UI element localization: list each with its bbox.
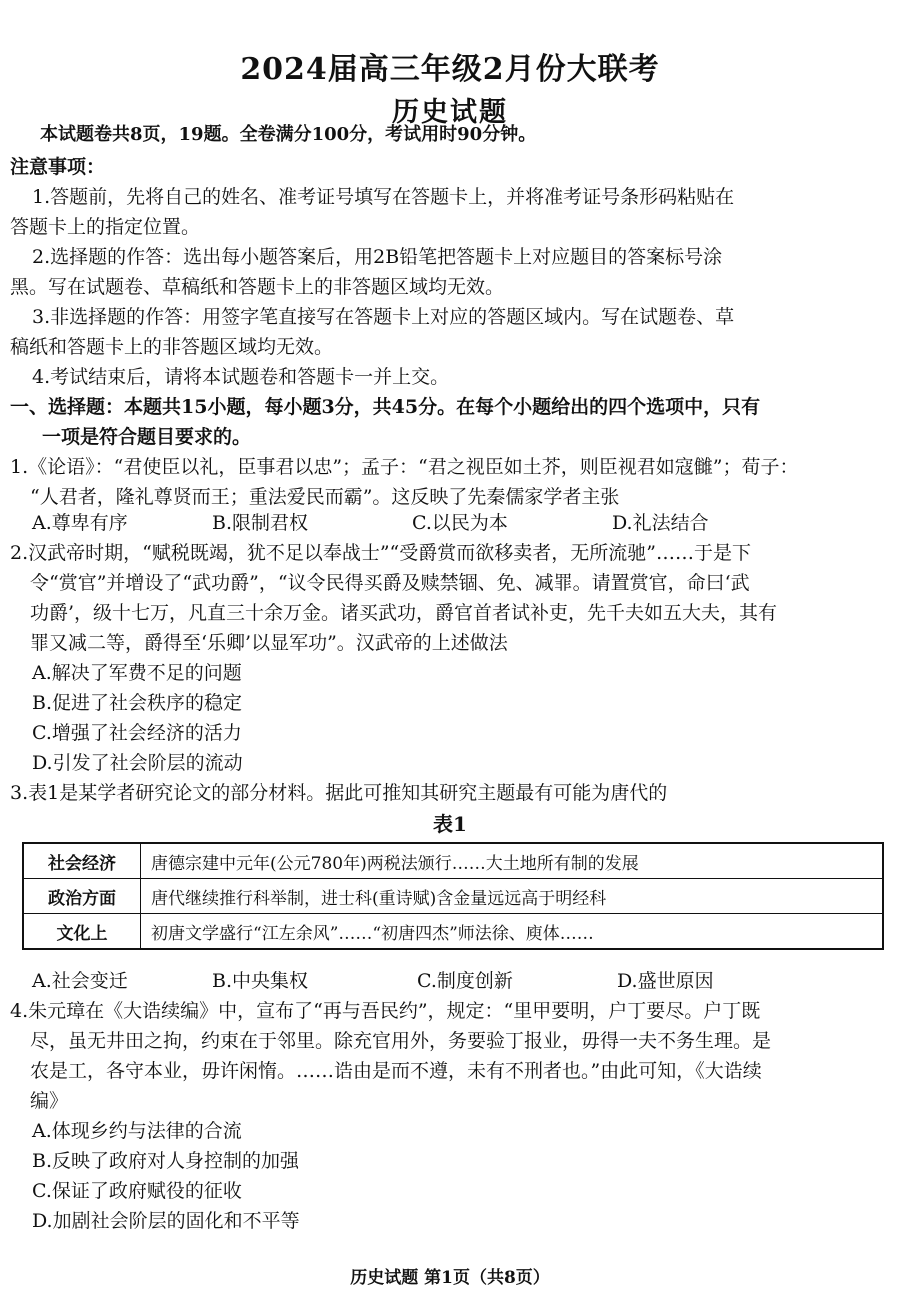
notice-line: 3.非选择题的作答：用签字笔直接写在答题卡上对应的答题区域内。写在试题卷、草 (32, 306, 735, 328)
notice-line: 4.考试结束后，请将本试题卷和答题卡一并上交。 (32, 366, 450, 388)
option-a: A.尊卑有序 (32, 512, 128, 534)
option-b: B.限制君权 (212, 512, 309, 534)
table-row (23, 879, 883, 914)
question-2-stem: 罪又减二等，爵得至‘乐卿’以显军功”。汉武帝的上述做法 (30, 632, 508, 654)
table-row-key: 社会经济 (23, 843, 141, 879)
question-1-stem: 1.《论语》：“君使臣以礼，臣事君以忠”；孟子：“君之视臣如土芥，则臣视君如寇雠”；荀子： (10, 456, 799, 478)
table-row (23, 914, 883, 950)
option-c: C.以民为本 (412, 512, 508, 534)
question-4-stem: 4.朱元璋在《大诰续编》中，宣布了“再与吾民约”，规定：“里甲要明，户丁要尽。户丁既 (10, 1000, 761, 1022)
question-3-stem: 3.表1是某学者研究论文的部分材料。据此可推知其研究主题最有可能为唐代的 (10, 782, 668, 804)
option-c: C.制度创新 (417, 970, 513, 992)
section-heading-cont: 一项是符合题目要求的。 (42, 426, 252, 448)
exam-info: 本试题卷共8页，19题。全卷满分100分，考试用时90分钟。 (40, 124, 537, 145)
option-a: A.解决了军费不足的问题 (32, 662, 242, 684)
option-c: C.增强了社会经济的活力 (32, 722, 242, 744)
table-row-key: 政治方面 (23, 879, 141, 914)
table-row (23, 843, 883, 879)
notice-heading: 注意事项： (10, 156, 106, 178)
option-d: D.引发了社会阶层的流动 (32, 752, 243, 774)
page-footer: 历史试题 第1页（共8页） (350, 1268, 550, 1288)
option-b: B.促进了社会秩序的稳定 (32, 692, 243, 714)
option-d: D.加剧社会阶层的固化和不平等 (32, 1210, 300, 1232)
notice-line: 稿纸和答题卡上的非答题区域均无效。 (10, 336, 334, 358)
notice-line: 1.答题前，先将自己的姓名、准考证号填写在答题卡上，并将准考证号条形码粘贴在 (32, 186, 735, 208)
option-d: D.盛世原因 (617, 970, 714, 992)
question-1-stem: “人君者，隆礼尊贤而王；重法爱民而霸”。这反映了先秦儒家学者主张 (30, 486, 620, 508)
exam-title: 2024届高三年级2月份大联考 (240, 52, 660, 87)
table-caption: 表1 (433, 812, 467, 836)
option-b: B.反映了政府对人身控制的加强 (32, 1150, 300, 1172)
section-heading: 一、选择题：本题共15小题，每小题3分，共45分。在每个小题给出的四个选项中，只有 (10, 396, 761, 418)
table-row-value: 唐代继续推行科举制，进士科(重诗赋)含金量远远高于明经科 (141, 879, 884, 914)
question-4-stem: 尽，虽无井田之拘，约束在于邻里。除充官用外，务要验丁报业，毋得一夫不务生理。是 (30, 1030, 772, 1052)
notice-line: 2.选择题的作答：选出每小题答案后，用2B铅笔把答题卡上对应题目的答案标号涂 (32, 246, 723, 268)
question-3-options (32, 966, 862, 996)
question-2-stem: 令“赏官”并增设了“武功爵”，“议令民得买爵及赎禁锢、免、减罪。请置赏官，命曰‘武 (30, 572, 750, 594)
option-c: C.保证了政府赋役的征收 (32, 1180, 242, 1202)
question-2-stem: 功爵’，级十七万，凡直三十余万金。诸买武功，爵官首者试补吏，先千夫如五大夫，其有 (30, 602, 778, 624)
table-row-value: 唐德宗建中元年(公元780年)两税法颁行……大土地所有制的发展 (141, 843, 884, 879)
material-table (22, 842, 884, 950)
table-row-value: 初唐文学盛行“江左余风”……“初唐四杰”师法徐、庾体…… (141, 914, 884, 950)
question-1-options (32, 508, 862, 538)
question-2-stem: 2.汉武帝时期，“赋税既竭，犹不足以奉战士”“受爵赏而欲移卖者，无所流驰”……于是下 (10, 542, 751, 564)
table-row-key: 文化上 (23, 914, 141, 950)
exam-subtitle: 历史试题 (392, 97, 508, 128)
option-d: D.礼法结合 (612, 512, 709, 534)
question-4-stem: 农是工，各守本业，毋许闲惰。……诰由是而不遵，未有不刑者也。”由此可知，《大诰续 (30, 1060, 762, 1082)
option-a: A.社会变迁 (32, 970, 128, 992)
question-4-stem: 编》 (30, 1090, 69, 1112)
notice-line: 答题卡上的指定位置。 (10, 216, 201, 238)
option-a: A.体现乡约与法律的合流 (32, 1120, 242, 1142)
option-b: B.中央集权 (212, 970, 309, 992)
notice-line: 黑。写在试题卷、草稿纸和答题卡上的非答题区域均无效。 (10, 276, 505, 298)
